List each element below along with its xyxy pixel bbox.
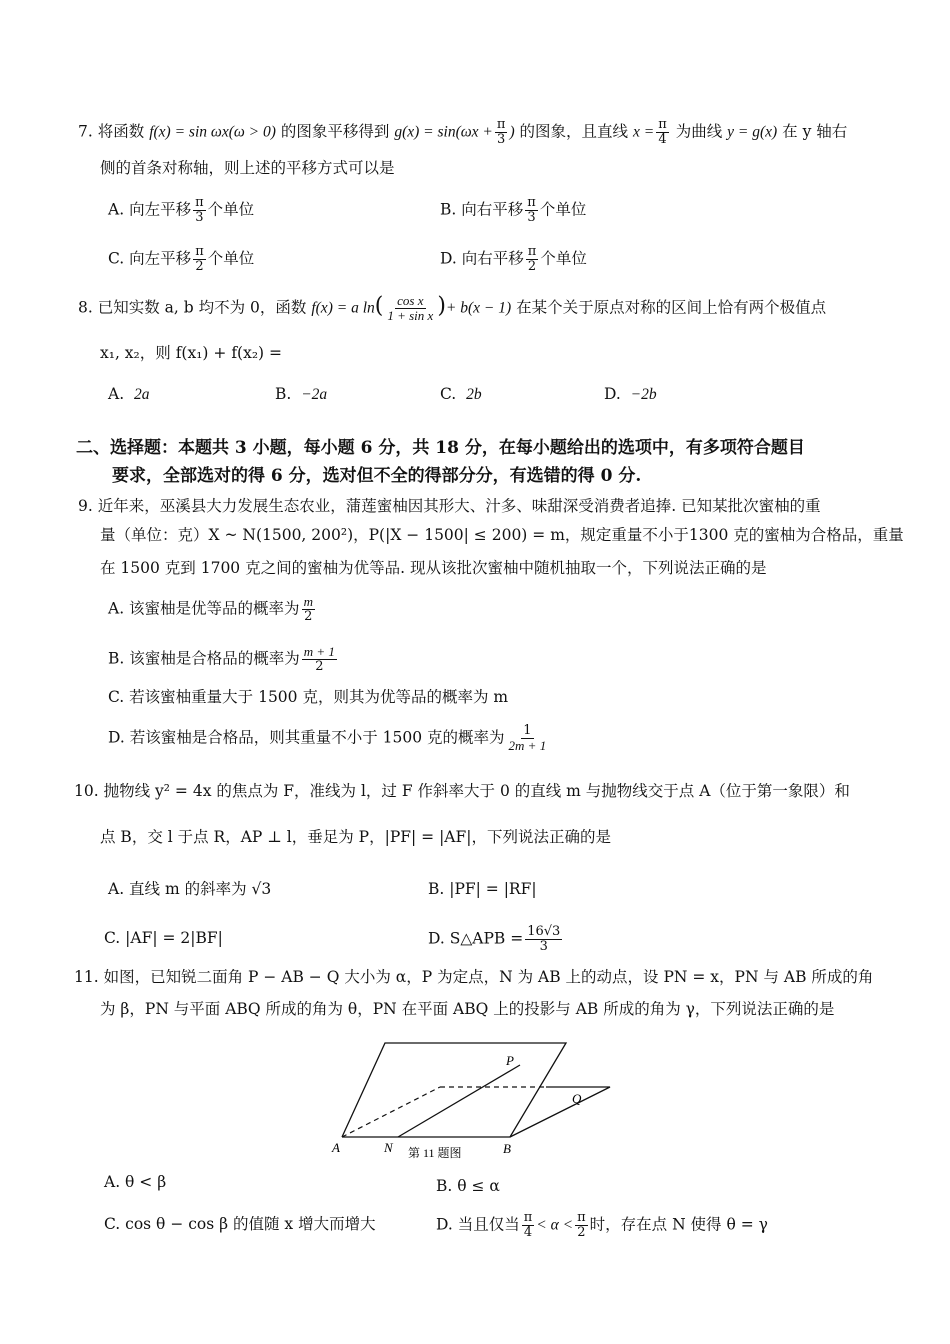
q9-option-c[interactable]: C. 若该蜜柚重量大于 1500 克，则其为优等品的概率为 m — [108, 688, 509, 706]
q8-func: f(x) = a ln — [311, 299, 375, 317]
label-b: B — [503, 1141, 511, 1156]
q9-option-d[interactable]: D. 若该蜜柚是合格品，则其重量不小于 1500 克的概率为 $\frac{1}{2m + 1}$ — [108, 723, 547, 753]
q8-text: 已知实数 a, b 均不为 0，函数 — [97, 298, 307, 317]
q8-option-a[interactable]: A. 2a — [108, 385, 150, 403]
segment-pn — [398, 1065, 520, 1137]
q10-option-a[interactable]: A. 直线 m 的斜率为 √3 — [108, 880, 272, 898]
q10-option-d[interactable]: D. S△APB = $\frac{16√3}{3}$ — [428, 924, 561, 954]
plane-q-hidden-edge — [342, 1087, 440, 1137]
q8-func-tail: + b(x − 1) — [445, 299, 512, 317]
q8-option-b[interactable]: B. −2a — [275, 385, 328, 403]
q8-line1: 8. 已知实数 a, b 均不为 0，函数 f(x) = a ln( $\frac{\text{cos x}}{\text{1 + sin x}}$ )+ b(x − 1) 在某个关于原点对称的区间上恰有两个极值点 — [78, 293, 827, 323]
q7-option-c[interactable]: C. 向左平移 $\frac{\pi}{2}$ 个单位 — [108, 244, 255, 274]
q8-text: 在某个关于原点对称的区间上恰有两个极值点 — [516, 298, 827, 317]
q11-figure — [320, 1035, 630, 1160]
q9-line1: 9. 近年来，巫溪县大力发展生态农业，蒲莲蜜柚因其形大、汁多、味甜深受消费者追捧. 已知某批次蜜柚的重 — [78, 497, 821, 515]
label-p: P — [506, 1053, 514, 1068]
q7-text: 将函数 — [97, 122, 145, 141]
q7-f-expr: f(x) = sin ωx(ω > 0) — [149, 123, 276, 141]
q11-option-c[interactable]: C. cos θ − cos β 的值随 x 增大而增大 — [104, 1215, 376, 1233]
figure-caption: 第 11 题图 — [408, 1146, 462, 1160]
q7-line1 — [78, 118, 847, 147]
q8-option-c[interactable]: C. 2b — [440, 385, 482, 403]
q9-option-b[interactable]: B. 该蜜柚是合格品的概率为 $\frac{m + 1}{2}$ — [108, 644, 335, 674]
q10-option-c[interactable]: C. |AF| = 2|BF| — [104, 929, 223, 947]
q8-line2: x₁, x₂，则 f(x₁) + f(x₂) = — [100, 344, 283, 362]
q7-text: 在 y 轴右 — [782, 122, 848, 141]
q10-line1: 10. 抛物线 y² = 4x 的焦点为 F，准线为 l，过 F 作斜率大于 0 的直线 m 与抛物线交于点 A（位于第一象限）和 — [74, 782, 850, 800]
q7-curve: y = g(x) — [727, 123, 778, 141]
fraction: $\frac{\text{cos x}}{\text{1 + sin x}}$ — [387, 293, 434, 323]
fraction: $\frac{\pi}{4}$ — [658, 117, 667, 147]
q7-number: 7. — [78, 122, 93, 141]
plane-p-outline — [342, 1043, 566, 1137]
q8-number: 8. — [78, 298, 93, 317]
label-n: N — [384, 1140, 393, 1155]
label-q: Q — [572, 1091, 582, 1106]
q7-text: 的图象平移得到 — [280, 122, 390, 141]
q7-x-eq: x = — [633, 123, 655, 141]
q10-option-b[interactable]: B. |PF| = |RF| — [428, 880, 537, 898]
q10-line2: 点 B，交 l 于点 R，AP ⊥ l，垂足为 P，|PF| = |AF|，下列说法正确的是 — [100, 828, 611, 846]
q11-option-b[interactable]: B. θ ≤ α — [436, 1177, 500, 1195]
q7-g-expr: g(x) = sin(ωx + — [394, 123, 493, 141]
q7-option-b[interactable]: B. 向右平移 $\frac{\pi}{3}$ 个单位 — [440, 195, 587, 225]
q9-option-a[interactable]: A. 该蜜柚是优等品的概率为 $\frac{m}{2}$ — [108, 594, 313, 624]
fraction: $\frac{\pi}{3}$ — [496, 117, 506, 147]
section-2-heading: 二、选择题：本题共 3 小题，每小题 6 分，共 18 分，在每小题给出的选项中，有多项符合题目 — [76, 438, 805, 458]
q7-text: 的图象，且直线 — [519, 122, 629, 141]
q11-line1: 11. 如图，已知锐二面角 P − AB − Q 大小为 α，P 为定点，N 为 AB 上的动点，设 PN = x，PN 与 AB 所成的角 — [74, 968, 874, 986]
q8-option-d[interactable]: D. −2b — [604, 385, 657, 403]
section-2-heading-cont: 要求，全部选对的得 6 分，选对但不全的得部分分，有选错的得 0 分. — [112, 466, 642, 486]
q7-option-a[interactable]: A. 向左平移 $\frac{\pi}{3}$ 个单位 — [108, 195, 255, 225]
q7-paren: ) — [509, 123, 515, 141]
q7-text: 为曲线 — [675, 122, 723, 141]
q9-line3: 在 1500 克到 1700 克之间的蜜柚为优等品. 现从该批次蜜柚中随机抽取一个，下列说法正确的是 — [100, 559, 767, 577]
q11-option-a[interactable]: A. θ < β — [104, 1173, 167, 1191]
q11-line2: 为 β，PN 与平面 ABQ 所成的角为 θ，PN 在平面 ABQ 上的投影与 AB 所成的角为 γ，下列说法正确的是 — [100, 1000, 835, 1018]
q7-option-d[interactable]: D. 向右平移 $\frac{\pi}{2}$ 个单位 — [440, 244, 587, 274]
label-a: A — [332, 1140, 340, 1155]
q9-line2: 量（单位：克）X ~ N(1500, 200²)，P(|X − 1500| ≤ 200) = m，规定重量不小于1300 克的蜜柚为合格品，重量 — [100, 526, 904, 544]
q7-line2: 侧的首条对称轴，则上述的平移方式可以是 — [100, 159, 395, 177]
q11-option-d[interactable]: D. 当且仅当 $\frac{\pi}{4}$ < α < $\frac{\pi}{2}$ 时，存在点 N 使得 θ = γ — [436, 1210, 768, 1240]
